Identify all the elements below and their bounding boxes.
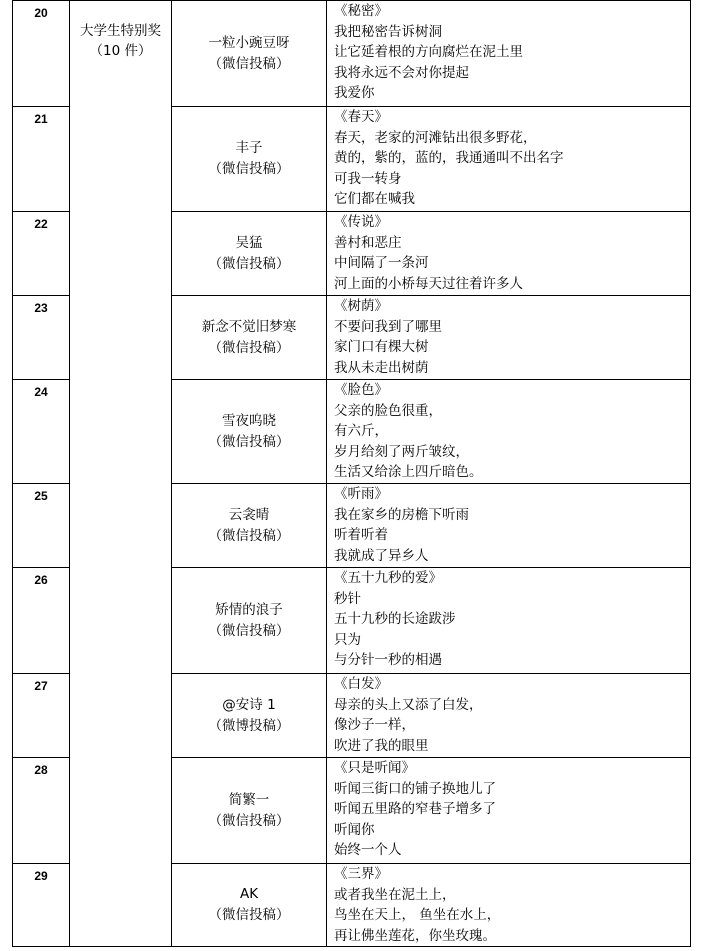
poem-line: 我在家乡的房檐下听雨 <box>334 506 469 523</box>
submission-source: （微信投稿） <box>208 812 290 829</box>
poem-line: 听闻五里路的窄巷子增多了 <box>334 801 496 817</box>
author-cell <box>172 864 327 947</box>
poem-line: 五十九秒的长途跋涉 <box>334 611 456 627</box>
award-category <box>70 1 171 61</box>
author-cell <box>172 758 327 864</box>
poem-title: 《秘密》 <box>334 3 388 19</box>
entry-number: 26 <box>13 568 70 674</box>
author-name: 吴猛 <box>235 234 263 251</box>
submission-source: （微信投稿） <box>208 433 290 450</box>
author-name: 雪夜呜晓 <box>222 412 276 429</box>
poem-line: 听闻三街口的铺子换地儿了 <box>334 780 496 797</box>
poem-title: 《树荫》 <box>334 298 388 314</box>
poem-line: 春天，老家的河滩钻出很多野花， <box>334 129 537 146</box>
entry-number: 27 <box>13 674 70 758</box>
poem-cell <box>327 107 691 212</box>
poem-title: 《春天》 <box>334 109 388 125</box>
entry-number: 25 <box>13 484 70 568</box>
poem-line: 家门口有棵大树 <box>334 339 429 355</box>
author-name: 丰子 <box>235 140 263 156</box>
poem-cell <box>327 758 691 864</box>
award-category-cell <box>70 1 172 947</box>
author-cell <box>172 674 327 758</box>
poem-line: 母亲的头上又添了白发， <box>334 696 483 713</box>
poem-line: 我就成了异乡人 <box>334 547 429 564</box>
author-cell <box>172 296 327 380</box>
entry-number: 29 <box>13 864 70 947</box>
poem-line: 我将永远不会对你提起 <box>334 64 469 81</box>
poem-line: 再让佛坐莲花，你坐玫瑰。 <box>334 927 496 944</box>
entry-number: 24 <box>13 380 70 484</box>
entry-number: 22 <box>13 212 70 296</box>
author-cell <box>172 1 327 107</box>
author-name: @安诗 1 <box>222 696 276 713</box>
poem-line: 只为 <box>334 631 361 648</box>
poem-line: 我从未走出树荫 <box>334 359 429 376</box>
entry-number: 21 <box>13 107 70 212</box>
entry-number: 20 <box>13 1 70 107</box>
poem-line: 不要问我到了哪里 <box>334 318 442 335</box>
poem-line: 可我一转身 <box>334 170 402 187</box>
submission-source: （微信投稿） <box>208 55 290 72</box>
table-row <box>13 1 691 107</box>
submission-source: （微信投稿） <box>208 255 290 272</box>
author-cell <box>172 484 327 568</box>
poem-line: 父亲的脸色很重， <box>334 402 442 419</box>
poem-cell <box>327 864 691 947</box>
awards-table-body <box>13 1 691 947</box>
category-count: （10 件） <box>89 43 152 59</box>
author-cell <box>172 107 327 212</box>
poem-line: 中间隔了一条河 <box>334 255 429 271</box>
poem-line: 秒针 <box>334 590 361 607</box>
poem-cell <box>327 212 691 296</box>
poem-line: 它们都在喊我 <box>334 191 415 207</box>
poem-cell <box>327 1 691 107</box>
submission-source: （微信投稿） <box>208 527 290 544</box>
entry-number: 23 <box>13 296 70 380</box>
poem-line: 我把秘密告诉树洞 <box>334 23 442 40</box>
submission-source: （微信投稿） <box>208 907 290 923</box>
poem-line: 与分针一秒的相遇 <box>334 652 442 668</box>
poem-line: 我爱你 <box>334 85 375 101</box>
poem-title: 《脸色》 <box>334 382 388 398</box>
poem-cell <box>327 296 691 380</box>
author-cell <box>172 380 327 484</box>
poem-line: 吹进了我的眼里 <box>334 737 429 754</box>
poem-line: 河上面的小桥每天过往着许多人 <box>334 275 523 292</box>
category-label: 大学生特别奖 <box>80 23 161 39</box>
poem-title: 《白发》 <box>334 676 388 692</box>
poem-title: 《传说》 <box>334 214 388 230</box>
poem-line: 鸟坐在天上， 鱼坐在水上， <box>334 907 501 923</box>
poem-line: 让它延着根的方向腐烂在泥土里 <box>334 44 523 60</box>
poem-title: 《听雨》 <box>334 486 388 502</box>
poem-title: 《只是听闻》 <box>334 760 415 776</box>
poem-line: 像沙子一样， <box>334 717 415 733</box>
author-name: 简繁一 <box>228 791 270 808</box>
author-name: 新念不觉旧梦寒 <box>201 318 297 335</box>
author-name: 矫情的浪子 <box>215 601 283 618</box>
submission-source: （微信投稿） <box>208 161 290 177</box>
poem-cell <box>327 484 691 568</box>
submission-source: （微信投稿） <box>208 622 290 639</box>
submission-source: （微博投稿） <box>208 717 290 734</box>
poem-line: 有六斤， <box>334 423 388 439</box>
poem-cell <box>327 568 691 674</box>
submission-source: （微信投稿） <box>208 339 290 356</box>
poem-line: 生活又给涂上四斤暗色。 <box>334 464 483 480</box>
author-name: 一粒小豌豆呀 <box>208 34 290 51</box>
poem-cell <box>327 674 691 758</box>
author-name: AK <box>239 886 259 902</box>
poem-line: 始终一个人 <box>334 842 402 858</box>
poem-line: 黄的，紫的，蓝的，我通通叫不出名字 <box>334 150 564 166</box>
author-cell <box>172 568 327 674</box>
poem-line: 听着听着 <box>334 527 388 543</box>
poem-line: 岁月给刻了两斤皱纹， <box>334 443 469 460</box>
awards-table <box>12 0 691 947</box>
poem-cell <box>327 380 691 484</box>
entry-number: 28 <box>13 758 70 864</box>
poem-title: 《五十九秒的爱》 <box>334 570 442 586</box>
poem-title: 《三界》 <box>334 866 388 882</box>
poem-line: 善村和恶庄 <box>334 234 402 251</box>
poem-line: 或者我坐在泥土上， <box>334 886 456 903</box>
poem-line: 听闻你 <box>334 821 375 838</box>
author-cell <box>172 212 327 296</box>
author-name: 云衾晴 <box>228 506 270 523</box>
